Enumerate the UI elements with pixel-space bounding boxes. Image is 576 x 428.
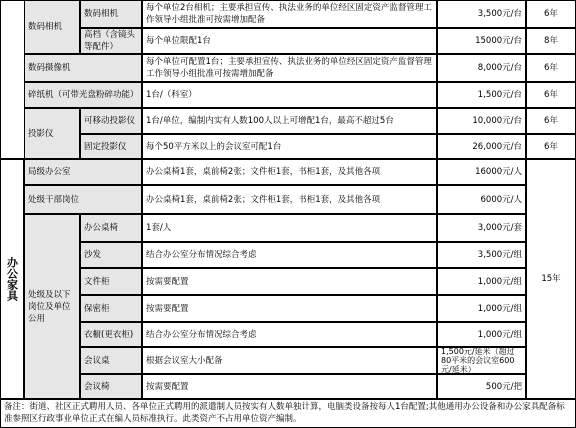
price-desk-chair: 3,000元/套 <box>437 214 526 242</box>
price-mobile-projector: 10,000元/台 <box>437 108 526 134</box>
years-hi-end-camera: 8年 <box>526 28 576 54</box>
item-mobile-projector: 可移动投影仪 <box>80 108 142 134</box>
standard-meeting-chair: 按需要配置 <box>142 374 437 399</box>
item-fixed-projector: 固定投影仪 <box>80 134 142 159</box>
standard-mobile-projector: 1台/单位，编制内实有人数100人以上可增配1台，最高不超过5台 <box>142 108 437 134</box>
price-video-camera: 8,000元/台 <box>437 54 526 82</box>
price-meeting-table: 1,500元/延米（超过80平米的会议室600元/延米） <box>437 347 526 374</box>
standard-video-camera: 每个单位可配置1台；主要承担宣传、执法业务的单位经区固定资产监督管理工作领导小组批准可按需增加配备 <box>142 54 437 82</box>
section-label-blank <box>0 0 24 159</box>
item-file-cabinet: 文件柜 <box>80 268 142 295</box>
standard-desk-chair: 1套/人 <box>142 214 437 242</box>
price-file-cabinet: 1,000元/组 <box>437 268 526 295</box>
category-bureau-office: 局级办公室 <box>24 159 142 185</box>
price-fixed-projector: 26,000元/台 <box>437 134 526 159</box>
price-division-post: 6000元/人 <box>437 185 526 214</box>
item-meeting-chair: 会议椅 <box>80 374 142 399</box>
item-digital-camera: 数码相机 <box>80 0 142 28</box>
standard-meeting-table: 根据会议室大小配备 <box>142 347 437 374</box>
section-label-furniture: 办公家具 <box>0 159 24 399</box>
years-fixed-projector: 6年 <box>526 134 576 159</box>
price-digital-camera: 3,500元/台 <box>437 0 526 28</box>
years-shredder: 6年 <box>526 82 576 108</box>
price-meeting-chair: 500元/把 <box>437 374 526 399</box>
standard-file-cabinet: 按需要配置 <box>142 268 437 295</box>
standard-wardrobe: 结合办公室分布情况综合考虑 <box>142 322 437 347</box>
price-safe-cabinet: 1,000元/组 <box>437 295 526 322</box>
price-wardrobe: 1,000元/组 <box>437 322 526 347</box>
standard-shredder: 1台/（科室） <box>142 82 437 108</box>
item-safe-cabinet: 保密柜 <box>80 295 142 322</box>
standard-division-post: 办公桌椅1套，桌前椅2张；文件柜1套，书柜1套，及其他各项 <box>142 185 437 214</box>
item-meeting-table: 会议桌 <box>80 347 142 374</box>
years-furniture: 15年 <box>526 159 576 399</box>
item-desk-chair: 办公桌椅 <box>80 214 142 242</box>
standard-hi-end-camera: 每个单位限配1台 <box>142 28 437 54</box>
years-video-camera: 6年 <box>526 54 576 82</box>
item-sofa: 沙发 <box>80 242 142 268</box>
price-shredder: 1,500元/台 <box>437 82 526 108</box>
category-video-camera: 数码摄像机 <box>24 54 142 82</box>
category-shredder: 碎纸机（可带光盘粉碎功能） <box>24 82 142 108</box>
category-digital-camera: 数码相机 <box>24 0 80 54</box>
years-mobile-projector: 6年 <box>526 108 576 134</box>
category-division-post: 处级干部岗位 <box>24 185 142 214</box>
item-hi-end-camera: 高档（含镜头等配件） <box>80 28 142 54</box>
standard-safe-cabinet: 按需要配置 <box>142 295 437 322</box>
price-bureau-office: 16000元/人 <box>437 159 526 185</box>
standard-digital-camera: 每个单位2台相机；主要承担宣传、执法业务的单位经区固定资产监督管理工作领导小组批准可按需增加配备 <box>142 0 437 28</box>
category-projector: 投影仪 <box>24 108 80 159</box>
price-sofa: 3,500元/组 <box>437 242 526 268</box>
standard-bureau-office: 办公桌椅1套，桌前椅2张；文件柜1套，书柜1套，及其他各项 <box>142 159 437 185</box>
years-digital-camera: 6年 <box>526 0 576 28</box>
category-below-division: 处级及以下岗位及单位公用 <box>24 214 80 399</box>
item-wardrobe: 衣橱(更衣柜) <box>80 322 142 347</box>
standard-fixed-projector: 每个50平方米以上的会议室可配1台 <box>142 134 437 159</box>
standard-sofa: 结合办公室分布情况综合考虑 <box>142 242 437 268</box>
price-hi-end-camera: 15000元/台 <box>437 28 526 54</box>
table-note: 备注：街道、社区正式聘用人员、各单位正式聘用的派遣制人员按实有人数单独计算，电脑类设备按每人1台配置;其他通用办公设备和办公家具配备标准参照区行政事业单位正式在编人员标准执行。此类资产不占用单位资产编制。 <box>0 399 576 428</box>
